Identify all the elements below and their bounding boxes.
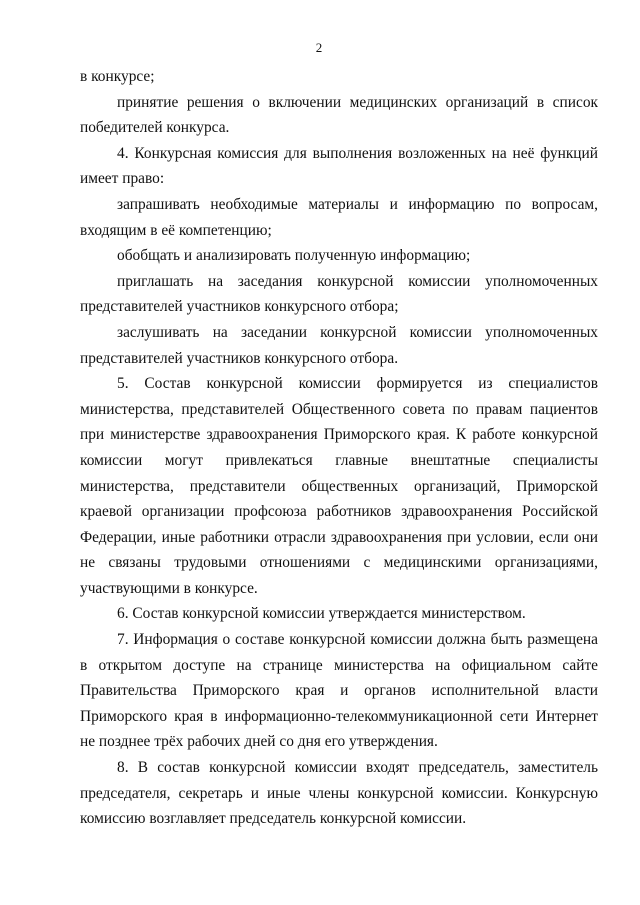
paragraph-4: запрашивать необходимые материалы и информацию по вопросам, входящим в её компетенцию; xyxy=(80,195,598,239)
paragraph-8: 5. Состав конкурсной комиссии формируется из специалистов министерства, представителей Общественного совета по правам пациентов при министерстве здравоохранения Приморского края. К работе конкурсной комиссии могут привлекаться главные внештатные специалисты министерства, представители общественных организаций, Приморской краевой организации профсоюза работников здравоохранения Российской Федерации, иные работники отрасли здравоохранения при условии, если они не связаны трудовыми отношениями с медицинскими организациями, участвующими в конкурсе. xyxy=(80,375,598,597)
paragraph-11: 8. В состав конкурсной комиссии входят председатель, заместитель председателя, секретарь и иные члены конкурсной комиссии. Конкурсную комиссию возглавляет председатель конкурсной комиссии. xyxy=(80,759,598,828)
document-body xyxy=(80,64,598,832)
page-number: 2 xyxy=(315,40,323,55)
paragraph-6: приглашать на заседания конкурсной комиссии уполномоченных представителей участников конкурсного отбора; xyxy=(80,272,598,316)
paragraph-7: заслушивать на заседании конкурсной комиссии уполномоченных представителей участников конкурсного отбора. xyxy=(80,323,598,367)
paragraph-2: принятие решения о включении медицинских организаций в список победителей конкурса. xyxy=(80,93,598,137)
paragraph-1: в конкурсе; xyxy=(80,68,155,85)
paragraph-5: обобщать и анализировать полученную информацию; xyxy=(117,247,471,265)
paragraph-9: 6. Состав конкурсной комиссии утверждается министерством. xyxy=(117,605,526,623)
paragraph-10: 7. Информация о составе конкурсной комиссии должна быть размещена в открытом доступе на странице министерства на официальном сайте Правительства Приморского края и органов исполнительной власти Приморского края в информационно-телекоммуникационной сети Интернет не позднее трёх рабочих дней со дня его утверждения. xyxy=(80,631,598,751)
paragraph-3: 4. Конкурсная комиссия для выполнения возложенных на неё функций имеет право: xyxy=(80,144,598,188)
